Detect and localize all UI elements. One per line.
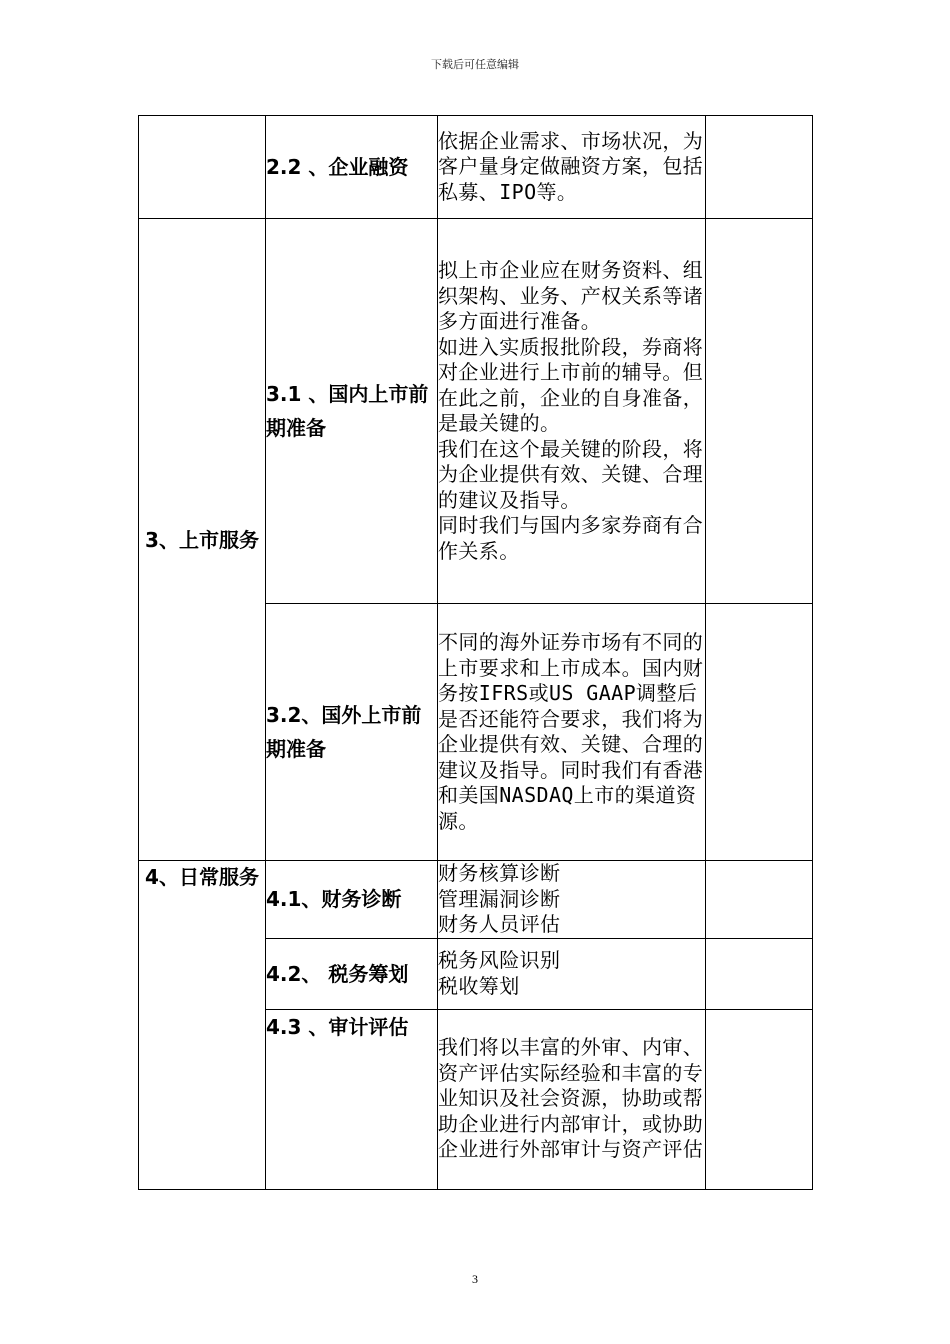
table-row [139, 861, 813, 939]
description-cell [438, 1009, 706, 1189]
service-table [138, 115, 813, 1190]
table-row [139, 116, 813, 219]
description-cell [438, 938, 706, 1009]
subitem-cell: 2.2 、企业融资 [266, 116, 438, 219]
note-cell [706, 604, 813, 861]
description-line: 税收筹划 [438, 973, 520, 998]
description-line: 管理漏洞诊断 [438, 886, 561, 911]
description-line: 拟上市企业应在财务资料、组织架构、业务、产权关系等诸多方面进行准备。 [438, 258, 704, 333]
category-cell: 3、上市服务 [139, 219, 266, 861]
page-header: 下载后可任意编辑 [431, 59, 519, 71]
subitem-cell: 3.1 、国内上市前期准备 [266, 219, 438, 604]
description-line: 不同的海外证券市场有不同的上市要求和上市成本。国内财务按IFRS或US GAAP调整后是否还能符合要求，我们将为企业提供有效、关键、合理的建议及指导。同时我们有香港和美国NASDAQ上市的渠道资源。 [438, 630, 704, 833]
note-cell [706, 938, 813, 1009]
description-cell [438, 604, 706, 861]
description-line: 同时我们与国内多家券商有合作关系。 [438, 513, 704, 563]
description-cell [438, 219, 706, 604]
subitem-cell: 4.2、 税务筹划 [266, 938, 438, 1009]
category-cell [139, 116, 266, 219]
note-cell [706, 861, 813, 939]
description-cell [438, 861, 706, 939]
description-line: 如进入实质报批阶段，券商将对企业进行上市前的辅导。但在此之前，企业的自身准备，是最关键的。 [438, 334, 704, 435]
subitem-cell: 4.3 、审计评估 [266, 1009, 438, 1189]
description-cell [438, 116, 706, 219]
note-cell [706, 1009, 813, 1189]
description-line: 财务人员评估 [438, 912, 561, 936]
description-line: 依据企业需求、市场状况，为客户量身定做融资方案，包括私募、IPO等。 [438, 128, 704, 204]
page-number: 3 [472, 1272, 478, 1286]
description-line: 税务风险识别 [438, 948, 561, 972]
description-line: 财务核算诊断 [438, 861, 561, 885]
subitem-cell: 4.1、财务诊断 [266, 861, 438, 939]
note-cell [706, 116, 813, 219]
subitem-cell: 3.2、国外上市前期准备 [266, 604, 438, 861]
description-line: 我们在这个最关键的阶段，将为企业提供有效、关键、合理的建议及指导。 [438, 436, 704, 512]
category-cell: 4、日常服务 [139, 861, 266, 1190]
description-line: 我们将以丰富的外审、内审、资产评估实际经验和丰富的专业知识及社会资源，协助或帮助企业进行内部审计，或协助企业进行外部审计与资产评估 [438, 1035, 704, 1162]
table-row [139, 219, 813, 604]
note-cell [706, 219, 813, 604]
